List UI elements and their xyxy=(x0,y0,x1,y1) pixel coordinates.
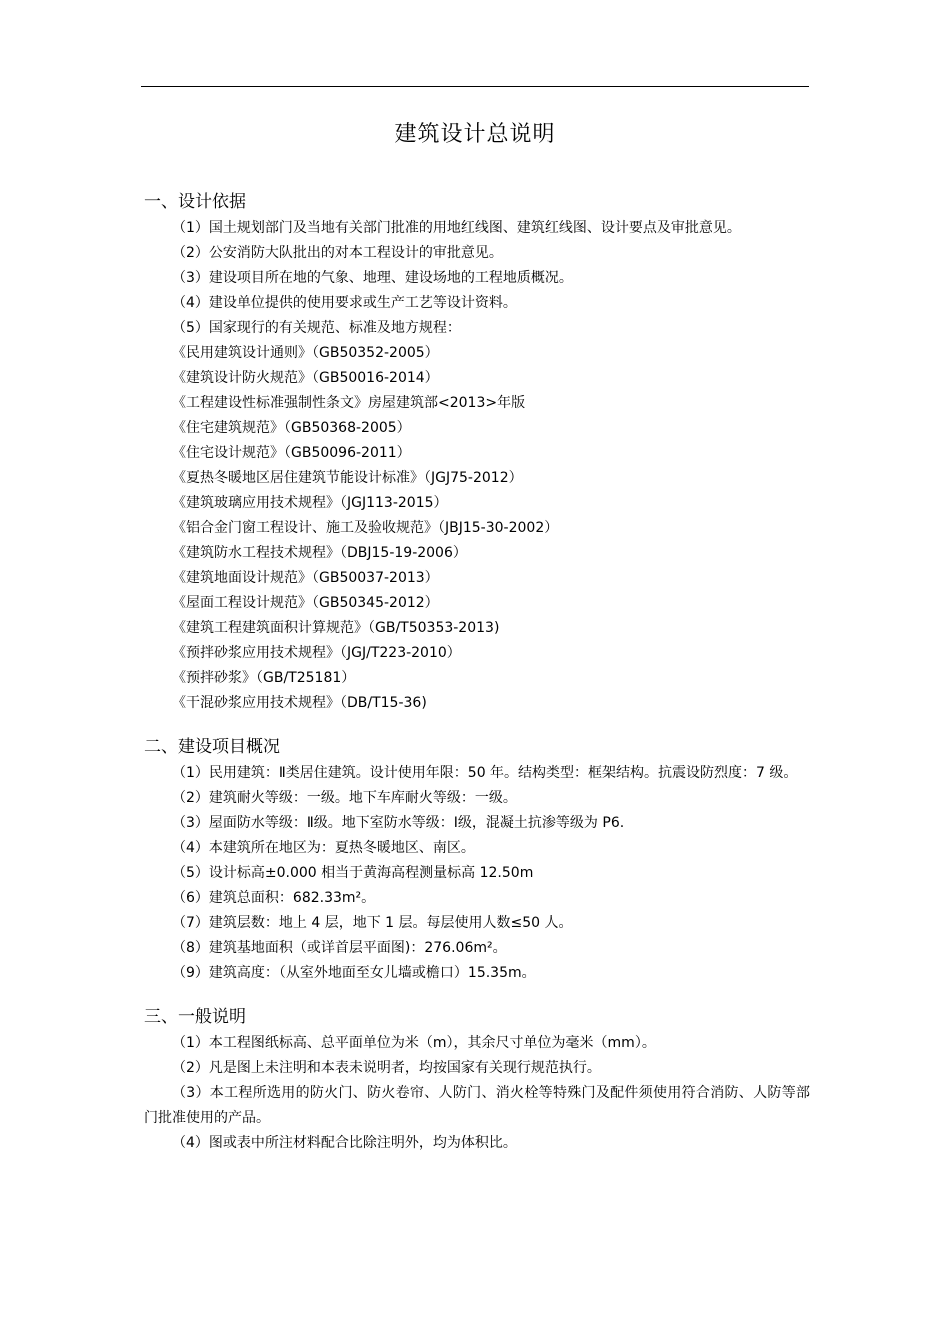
header-rule xyxy=(141,86,809,87)
section-project-overview xyxy=(144,734,810,986)
paragraph: （4）本建筑所在地区为：夏热冬暖地区、南区。 xyxy=(172,840,475,856)
standard-item: 《民用建筑设计通则》（GB50352-2005） xyxy=(172,345,439,361)
standard-item: 《工程建设性标准强制性条文》房屋建筑部<2013>年版 xyxy=(172,395,526,411)
paragraph: （2）建筑耐火等级：一级。地下车库耐火等级：一级。 xyxy=(172,790,517,806)
standard-item: 《建筑玻璃应用技术规程》（JGJ113-2015） xyxy=(172,495,448,511)
paragraph: （9）建筑高度：（从室外地面至女儿墙或檐口）15.35m。 xyxy=(172,965,536,981)
section-heading: 二、建设项目概况 xyxy=(144,737,280,757)
paragraph: （2）公安消防大队批出的对本工程设计的审批意见。 xyxy=(172,245,503,261)
paragraph: （3）建设项目所在地的气象、地理、建设场地的工程地质概况。 xyxy=(172,270,573,286)
paragraph: （7）建筑层数：地上 4 层，地下 1 层。每层使用人数≤50 人。 xyxy=(172,915,573,931)
standard-item: 《屋面工程设计规范》（GB50345-2012） xyxy=(172,595,439,611)
paragraph: （4）建设单位提供的使用要求或生产工艺等设计资料。 xyxy=(172,295,517,311)
paragraph: （3）本工程所选用的防火门、防火卷帘、人防门、消火栓等特殊门及配件须使用符合消防、人防等部门批准使用的产品。 xyxy=(144,1085,810,1126)
standard-item: 《建筑工程建筑面积计算规范》（GB/T50353-2013) xyxy=(172,620,500,636)
paragraph: （6）建筑总面积：682.33m²。 xyxy=(172,890,376,906)
standard-item: 《住宅建筑规范》（GB50368-2005） xyxy=(172,420,411,436)
standard-item: 《建筑防水工程技术规程》（DBJ15-19-2006） xyxy=(172,545,467,561)
standard-item: 《住宅设计规范》（GB50096-2011） xyxy=(172,445,411,461)
paragraph: （3）屋面防水等级：Ⅱ级。地下室防水等级：Ⅰ级，混凝土抗渗等级为 P6. xyxy=(172,815,625,831)
standard-item: 《建筑地面设计规范》（GB50037-2013） xyxy=(172,570,439,586)
paragraph: （1）民用建筑：Ⅱ类居住建筑。设计使用年限：50 年。结构类型：框架结构。抗震设防烈度：7 级。 xyxy=(172,765,798,781)
standard-item: 《建筑设计防火规范》（GB50016-2014） xyxy=(172,370,439,386)
section-design-basis xyxy=(144,189,810,716)
standard-item: 《预拌砂浆应用技术规程》（JGJ/T223-2010） xyxy=(172,645,461,661)
paragraph: （5）国家现行的有关规范、标准及地方规程： xyxy=(172,320,461,336)
section-heading: 三、一般说明 xyxy=(144,1007,246,1027)
paragraph: （2）凡是图上未注明和本表未说明者，均按国家有关现行规范执行。 xyxy=(172,1060,601,1076)
document-body xyxy=(144,185,810,1156)
paragraph: （4）图或表中所注材料配合比除注明外，均为体积比。 xyxy=(172,1135,517,1151)
document-title: 建筑设计总说明 xyxy=(394,122,556,147)
paragraph: （8）建筑基地面积（或详首层平面图)：276.06m²。 xyxy=(172,940,507,956)
standard-item: 《干混砂浆应用技术规程》（DB/T15-36) xyxy=(172,695,427,711)
standard-item: 《预拌砂浆》（GB/T25181） xyxy=(172,670,356,686)
paragraph: （5）设计标高±0.000 相当于黄海高程测量标高 12.50m xyxy=(172,865,534,881)
standard-item: 《夏热冬暖地区居住建筑节能设计标准》（JGJ75-2012） xyxy=(172,470,523,486)
paragraph: （1）国土规划部门及当地有关部门批准的用地红线图、建筑红线图、设计要点及审批意见。 xyxy=(172,220,741,236)
section-general-notes xyxy=(144,1004,810,1156)
section-heading: 一、设计依据 xyxy=(144,192,246,212)
paragraph: （1）本工程图纸标高、总平面单位为米（m），其余尺寸单位为毫米（mm）。 xyxy=(172,1035,656,1051)
standard-item: 《铝合金门窗工程设计、施工及验收规范》（JBJ15-30-2002） xyxy=(172,520,559,536)
